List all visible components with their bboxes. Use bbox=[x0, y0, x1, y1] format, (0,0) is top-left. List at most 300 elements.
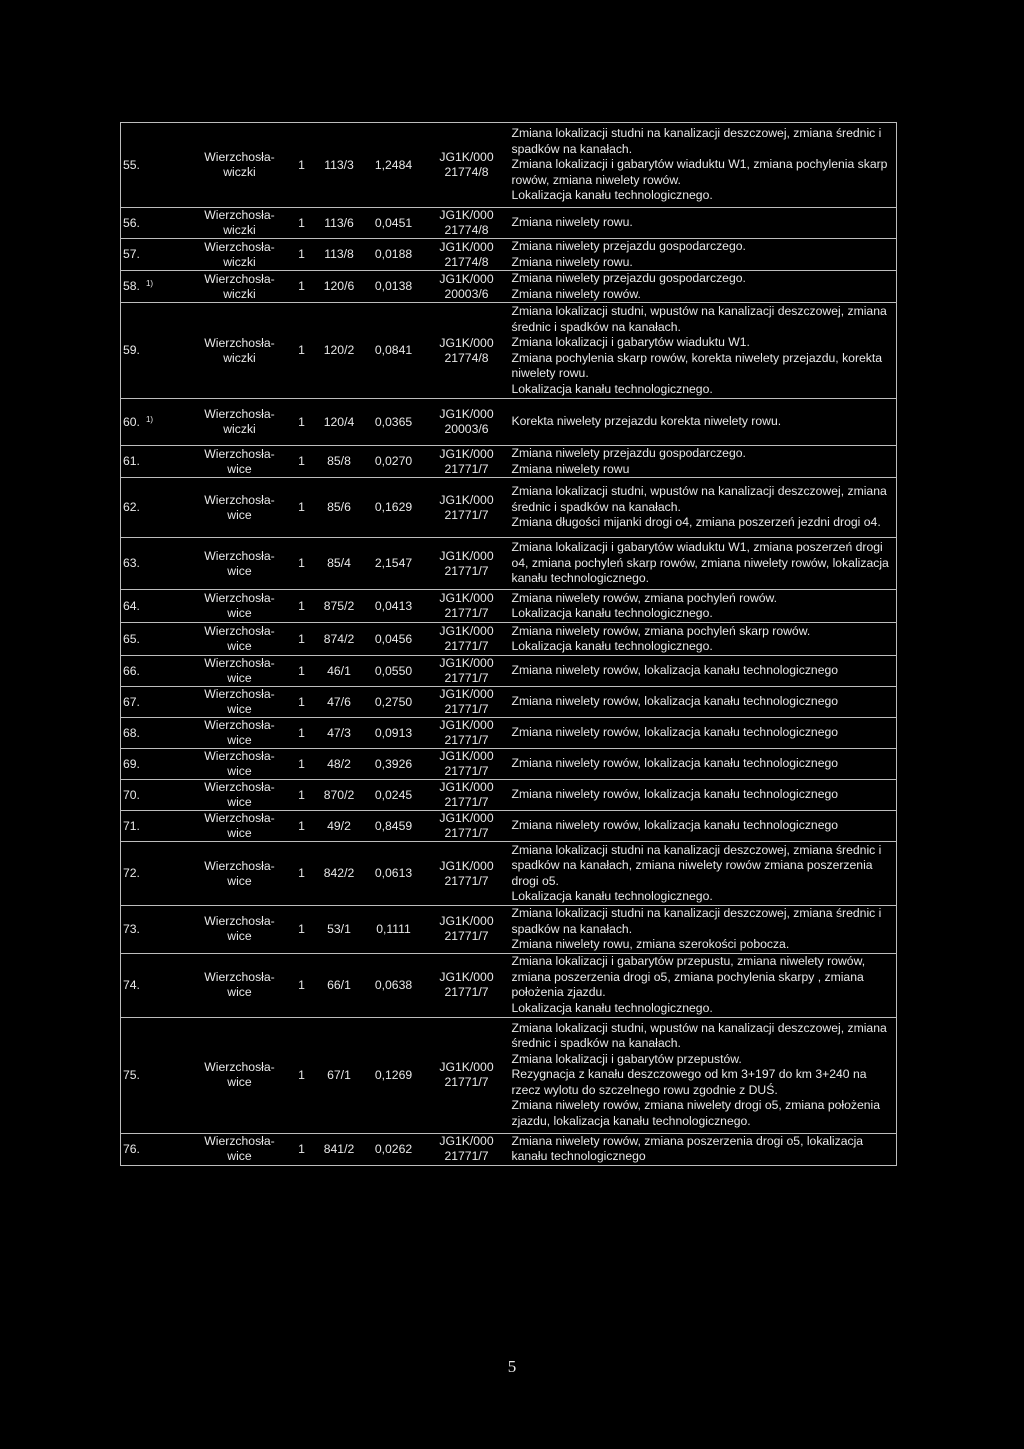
land-register-number bbox=[424, 842, 510, 906]
land-register-number-text: JG1K/000 21771/7 bbox=[439, 624, 494, 653]
map-sheet-text: 1 bbox=[298, 343, 305, 357]
land-register-number bbox=[424, 399, 510, 446]
table-row bbox=[121, 399, 897, 446]
change-description-text: Zmiana lokalizacji i gabarytów wiaduktu W1, zmiana poszerzeń drogi o4, zmiana pochyleń skarp rowów, zmiana niwelety rowów, lokalizacja kanału technologicznego. bbox=[511, 540, 889, 586]
parcel-area bbox=[364, 1017, 424, 1133]
change-description-text: Zmiana niwelety rowów, lokalizacja kanału technologicznego bbox=[511, 756, 839, 771]
cadastral-district-text: Wierzchosła- wice bbox=[204, 624, 275, 653]
map-sheet bbox=[289, 590, 315, 623]
land-register-number-text: JG1K/000 21774/8 bbox=[439, 335, 494, 365]
land-register-number-text: JG1K/000 21771/7 bbox=[439, 749, 494, 778]
change-description-text: Zmiana niwelety rowów, lokalizacja kanału technologicznego bbox=[511, 663, 839, 678]
row-number-text: 58. bbox=[123, 279, 140, 293]
map-sheet bbox=[289, 780, 315, 811]
change-description-text: Zmiana niwelety rowów, lokalizacja kanału technologicznego bbox=[511, 725, 839, 740]
row-number bbox=[121, 656, 191, 687]
parcel-area bbox=[364, 718, 424, 749]
parcel-area-text: 0,0913 bbox=[374, 725, 413, 740]
change-description-text: Zmiana lokalizacji studni, wpustów na kanalizacji deszczowej, zmiana średnic i spadków na kanałach. Zmiana lokalizacji i gabarytów przepustów. Rezygnacja z kanału deszczowego od km 3+197 do km 3+240 na rzecz wylotu do szczelnego rowu zgodnie z DUŚ. Zmiana niwelety rowów, zmiana niwelety drogi o5, zmiana położenia zjazdu, lokalizacja kanału technologicznego. bbox=[511, 1020, 887, 1128]
row-number bbox=[121, 953, 191, 1017]
change-description bbox=[510, 239, 897, 271]
cadastral-district-text: Wierzchosła- wice bbox=[204, 687, 275, 716]
cadastral-district-text: Wierzchosła- wice bbox=[204, 492, 275, 522]
land-register-number bbox=[424, 906, 510, 954]
land-register-number-text: JG1K/000 21771/7 bbox=[439, 718, 494, 747]
land-register-number-text: JG1K/000 21771/7 bbox=[439, 970, 494, 999]
parcel-number-text: 46/1 bbox=[327, 663, 351, 678]
cadastral-district bbox=[191, 399, 289, 446]
land-register-number-text: JG1K/000 20003/6 bbox=[439, 407, 494, 436]
map-sheet bbox=[289, 538, 315, 590]
cadastral-district bbox=[191, 239, 289, 271]
land-register-number bbox=[424, 718, 510, 749]
row-number bbox=[121, 399, 191, 446]
map-sheet-text: 1 bbox=[298, 1141, 305, 1156]
row-number bbox=[121, 718, 191, 749]
land-register-number-text: JG1K/000 21774/8 bbox=[439, 150, 494, 179]
land-register-number-text: JG1K/000 21771/7 bbox=[439, 1134, 494, 1163]
parcel-number-text: 120/6 bbox=[323, 279, 355, 293]
map-sheet-text: 1 bbox=[298, 247, 305, 261]
land-register-number bbox=[424, 303, 510, 399]
parcel-number bbox=[315, 271, 364, 303]
parcel-number bbox=[315, 780, 364, 811]
land-register-number-text: JG1K/000 21771/7 bbox=[439, 548, 494, 578]
map-sheet bbox=[289, 749, 315, 780]
cadastral-district bbox=[191, 478, 289, 538]
land-register-number-text: JG1K/000 21771/7 bbox=[439, 492, 494, 522]
parcel-area bbox=[364, 271, 424, 303]
parcel-number bbox=[315, 208, 364, 239]
land-register-number-text: JG1K/000 21771/7 bbox=[439, 811, 494, 840]
cadastral-district-text: Wierzchosła- wice bbox=[204, 914, 275, 944]
change-description bbox=[510, 538, 897, 590]
cadastral-district bbox=[191, 718, 289, 749]
cadastral-district bbox=[191, 687, 289, 718]
change-description bbox=[510, 623, 897, 656]
parcel-area bbox=[364, 1133, 424, 1165]
cadastral-district bbox=[191, 749, 289, 780]
row-number bbox=[121, 478, 191, 538]
change-description-text: Zmiana lokalizacji studni na kanalizacji deszczowej, zmiana średnic i spadków na kanałach. Zmiana niwelety rowu, zmiana szerokości pobocza. bbox=[511, 906, 882, 951]
table-row bbox=[121, 953, 897, 1017]
change-description bbox=[510, 303, 897, 399]
parcel-area bbox=[364, 811, 424, 842]
parcel-area bbox=[364, 303, 424, 399]
map-sheet bbox=[289, 271, 315, 303]
cadastral-district bbox=[191, 842, 289, 906]
cadastral-district-text: Wierzchosła- wice bbox=[204, 1134, 275, 1163]
footnote-mark: 1) bbox=[145, 414, 154, 424]
parcel-number bbox=[315, 656, 364, 687]
change-description bbox=[510, 1017, 897, 1133]
parcel-number bbox=[315, 590, 364, 623]
change-description-text: Zmiana niwelety rowów, zmiana poszerzenia drogi o5, lokalizacja kanału technologicznego bbox=[511, 1133, 864, 1163]
cadastral-district bbox=[191, 656, 289, 687]
change-description bbox=[510, 1133, 897, 1165]
land-register-number-text: JG1K/000 21771/7 bbox=[439, 858, 494, 888]
row-number-text: 56. bbox=[123, 215, 140, 230]
parcel-number-text: 842/2 bbox=[323, 866, 355, 880]
parcel-number bbox=[315, 906, 364, 954]
cadastral-district bbox=[191, 538, 289, 590]
cadastral-district bbox=[191, 1133, 289, 1165]
parcel-number-text: 47/6 bbox=[327, 694, 351, 709]
change-description bbox=[510, 906, 897, 954]
parcel-area-text: 0,0613 bbox=[374, 866, 413, 880]
cadastral-district bbox=[191, 303, 289, 399]
map-sheet bbox=[289, 906, 315, 954]
row-number bbox=[121, 271, 191, 303]
change-description-text: Zmiana niwelety przejazdu gospodarczego. Zmiana niwelety rowu bbox=[511, 446, 746, 476]
row-number bbox=[121, 538, 191, 590]
row-number bbox=[121, 1133, 191, 1165]
change-description-text: Zmiana lokalizacji i gabarytów przepustu, zmiana niwelety rowów, zmiana poszerzenia drogi o5, zmiana pochylenia skarpy , zmiana położenia zjazdu. Lokalizacja kanału technologicznego. bbox=[511, 954, 866, 1015]
map-sheet bbox=[289, 478, 315, 538]
table-row bbox=[121, 271, 897, 303]
parcel-number bbox=[315, 123, 364, 208]
map-sheet-text: 1 bbox=[298, 215, 305, 230]
table-row bbox=[121, 906, 897, 954]
row-number-text: 64. bbox=[123, 598, 140, 613]
change-description-text: Zmiana niwelety rowu. bbox=[511, 215, 633, 230]
map-sheet bbox=[289, 687, 315, 718]
row-number-text: 67. bbox=[123, 694, 140, 709]
land-register-number bbox=[424, 123, 510, 208]
parcel-area-text: 2,1547 bbox=[374, 556, 413, 570]
cadastral-district bbox=[191, 953, 289, 1017]
table-row bbox=[121, 718, 897, 749]
parcel-number-text: 66/1 bbox=[327, 977, 351, 992]
map-sheet bbox=[289, 399, 315, 446]
row-number bbox=[121, 780, 191, 811]
row-number-text: 68. bbox=[123, 725, 140, 740]
map-sheet bbox=[289, 239, 315, 271]
change-description-text: Zmiana lokalizacji studni, wpustów na kanalizacji deszczowej, zmiana średnic i spadków na kanałach. Zmiana lokalizacji i gabarytów wiaduktu W1. Zmiana pochylenia skarp rowów, korekta niwelety przejazdu, korekta niwelety rowu. Lokalizacja kanału technologicznego. bbox=[511, 304, 887, 396]
cadastral-district bbox=[191, 446, 289, 478]
land-register-number-text: JG1K/000 21771/7 bbox=[439, 446, 494, 476]
parcel-area-text: 0,8459 bbox=[374, 818, 413, 833]
parcel-number bbox=[315, 842, 364, 906]
parcel-area bbox=[364, 478, 424, 538]
map-sheet bbox=[289, 842, 315, 906]
parcel-area bbox=[364, 687, 424, 718]
table-row bbox=[121, 1133, 897, 1165]
table-row bbox=[121, 749, 897, 780]
parcel-area bbox=[364, 906, 424, 954]
row-number-text: 69. bbox=[123, 756, 140, 771]
parcel-area-text: 0,0456 bbox=[374, 631, 413, 646]
cadastral-district-text: Wierzchosła- wice bbox=[204, 591, 275, 620]
cadastral-district bbox=[191, 1017, 289, 1133]
parcel-area-text: 0,0550 bbox=[374, 663, 413, 678]
change-description bbox=[510, 590, 897, 623]
land-register-number bbox=[424, 656, 510, 687]
row-number bbox=[121, 842, 191, 906]
map-sheet bbox=[289, 1017, 315, 1133]
parcel-number-text: 47/3 bbox=[327, 725, 351, 740]
parcel-area bbox=[364, 590, 424, 623]
cadastral-district-text: Wierzchosła- wice bbox=[204, 858, 275, 888]
parcel-number bbox=[315, 953, 364, 1017]
parcel-number bbox=[315, 811, 364, 842]
cadastral-district bbox=[191, 780, 289, 811]
parcel-area bbox=[364, 656, 424, 687]
row-number bbox=[121, 749, 191, 780]
parcel-area-text: 0,0841 bbox=[374, 343, 413, 357]
parcel-number-text: 875/2 bbox=[323, 598, 355, 613]
land-register-number bbox=[424, 1133, 510, 1165]
parcel-area bbox=[364, 399, 424, 446]
parcel-number bbox=[315, 538, 364, 590]
parcel-number-text: 49/2 bbox=[327, 818, 351, 833]
parcel-number-text: 120/2 bbox=[323, 343, 355, 357]
map-sheet-text: 1 bbox=[298, 787, 305, 802]
row-number bbox=[121, 1017, 191, 1133]
map-sheet-text: 1 bbox=[298, 694, 305, 709]
change-description bbox=[510, 811, 897, 842]
parcel-number-text: 113/6 bbox=[324, 215, 354, 230]
map-sheet-text: 1 bbox=[298, 921, 305, 936]
cadastral-district-text: Wierzchosła- wice bbox=[204, 811, 275, 840]
parcel-number bbox=[315, 1133, 364, 1165]
cadastral-district-text: Wierzchosła- wiczki bbox=[204, 407, 275, 436]
parcel-number-text: 53/1 bbox=[327, 921, 351, 936]
table-row bbox=[121, 538, 897, 590]
row-number bbox=[121, 123, 191, 208]
cadastral-district-text: Wierzchosła- wice bbox=[204, 656, 275, 685]
table-row bbox=[121, 811, 897, 842]
cadastral-district-text: Wierzchosła- wiczki bbox=[204, 335, 275, 365]
parcel-number-text: 85/8 bbox=[327, 454, 351, 468]
map-sheet-text: 1 bbox=[298, 556, 305, 570]
parcel-area bbox=[364, 623, 424, 656]
parcel-area-text: 0,0365 bbox=[374, 414, 413, 429]
parcel-area bbox=[364, 239, 424, 271]
land-register-number-text: JG1K/000 21771/7 bbox=[439, 591, 494, 620]
map-sheet-text: 1 bbox=[298, 631, 305, 646]
map-sheet-text: 1 bbox=[298, 818, 305, 833]
parcel-number bbox=[315, 478, 364, 538]
row-number bbox=[121, 687, 191, 718]
map-sheet-text: 1 bbox=[298, 756, 305, 771]
parcel-area-text: 0,0188 bbox=[374, 247, 413, 261]
row-number bbox=[121, 811, 191, 842]
row-number bbox=[121, 208, 191, 239]
cadastral-district-text: Wierzchosła- wice bbox=[204, 780, 275, 809]
map-sheet bbox=[289, 208, 315, 239]
table-row bbox=[121, 590, 897, 623]
table-row bbox=[121, 303, 897, 399]
parcel-number-text: 85/4 bbox=[327, 556, 351, 570]
map-sheet-text: 1 bbox=[298, 598, 305, 613]
change-description-text: Zmiana niwelety przejazdu gospodarczego. Zmiana niwelety rowu. bbox=[511, 239, 746, 269]
cadastral-district-text: Wierzchosła- wice bbox=[204, 970, 275, 999]
cadastral-district bbox=[191, 623, 289, 656]
parcel-number bbox=[315, 303, 364, 399]
parcel-number-text: 67/1 bbox=[327, 1067, 351, 1082]
table-row bbox=[121, 208, 897, 239]
row-number-text: 66. bbox=[123, 663, 140, 678]
change-description-text: Zmiana lokalizacji studni, wpustów na kanalizacji deszczowej, zmiana średnic i spadków na kanałach. Zmiana długości mijanki drogi o4, zmiana poszerzeń jezdni drogi o4. bbox=[511, 484, 887, 530]
cadastral-district bbox=[191, 811, 289, 842]
parcel-number-text: 85/6 bbox=[327, 500, 351, 514]
parcel-number bbox=[315, 718, 364, 749]
row-number-text: 76. bbox=[123, 1141, 140, 1156]
row-number-text: 57. bbox=[123, 247, 140, 261]
row-number bbox=[121, 446, 191, 478]
cadastral-district-text: Wierzchosła- wice bbox=[204, 446, 275, 476]
cadastral-district bbox=[191, 123, 289, 208]
change-description-text: Zmiana niwelety rowów, zmiana pochyleń rowów. Lokalizacja kanału technologicznego. bbox=[511, 590, 778, 620]
change-description bbox=[510, 749, 897, 780]
table-row bbox=[121, 656, 897, 687]
row-number bbox=[121, 303, 191, 399]
land-register-number bbox=[424, 208, 510, 239]
parcel-area-text: 0,1629 bbox=[374, 500, 413, 514]
cadastral-district-text: Wierzchosła- wice bbox=[204, 749, 275, 778]
map-sheet-text: 1 bbox=[298, 977, 305, 992]
parcel-area-text: 0,1111 bbox=[376, 921, 411, 936]
parcel-area-text: 0,0413 bbox=[374, 598, 413, 613]
row-number-text: 75. bbox=[123, 1067, 140, 1082]
land-register-number bbox=[424, 780, 510, 811]
table-row bbox=[121, 239, 897, 271]
map-sheet-text: 1 bbox=[298, 500, 305, 514]
change-description bbox=[510, 953, 897, 1017]
parcel-area bbox=[364, 446, 424, 478]
cadastral-district-text: Wierzchosła- wiczki bbox=[204, 239, 275, 269]
land-register-number bbox=[424, 687, 510, 718]
map-sheet-text: 1 bbox=[298, 414, 305, 429]
map-sheet-text: 1 bbox=[298, 157, 305, 172]
parcel-number bbox=[315, 446, 364, 478]
parcel-number-text: 874/2 bbox=[323, 631, 355, 646]
parcel-number bbox=[315, 1017, 364, 1133]
parcel-number-text: 48/2 bbox=[327, 756, 351, 771]
change-description bbox=[510, 123, 897, 208]
map-sheet bbox=[289, 953, 315, 1017]
parcel-area-text: 0,0245 bbox=[374, 787, 413, 802]
change-description bbox=[510, 687, 897, 718]
parcel-number-text: 113/8 bbox=[324, 247, 354, 261]
cadastral-district bbox=[191, 590, 289, 623]
land-register-number bbox=[424, 749, 510, 780]
parcel-area-text: 0,0270 bbox=[374, 454, 413, 468]
parcel-area bbox=[364, 123, 424, 208]
row-number bbox=[121, 623, 191, 656]
parcel-number-text: 113/3 bbox=[324, 157, 354, 172]
land-register-number bbox=[424, 538, 510, 590]
footnote-mark: 1) bbox=[145, 279, 154, 288]
map-sheet-text: 1 bbox=[298, 454, 305, 468]
land-register-number-text: JG1K/000 20003/6 bbox=[439, 271, 494, 301]
parcel-area-text: 0,2750 bbox=[374, 694, 413, 709]
land-register-number bbox=[424, 478, 510, 538]
map-sheet bbox=[289, 1133, 315, 1165]
parcel-area-text: 0,0451 bbox=[374, 215, 413, 230]
land-register-number bbox=[424, 271, 510, 303]
change-description-text: Zmiana lokalizacji studni na kanalizacji deszczowej, zmiana średnic i spadków na kanałach. Zmiana lokalizacji i gabarytów wiaduktu W1, zmiana pochylenia skarp rowów, zmiana niwelety rowów. Lokalizacja kanału technologicznego. bbox=[511, 126, 888, 203]
map-sheet bbox=[289, 718, 315, 749]
parcel-area bbox=[364, 538, 424, 590]
parcel-number bbox=[315, 687, 364, 718]
row-number-text: 65. bbox=[123, 631, 140, 646]
cadastral-district bbox=[191, 271, 289, 303]
parcel-area-text: 0,0262 bbox=[374, 1141, 413, 1156]
cadastral-district bbox=[191, 208, 289, 239]
row-number-text: 59. bbox=[123, 343, 140, 357]
land-register-number-text: JG1K/000 21771/7 bbox=[439, 914, 494, 944]
land-register-number bbox=[424, 811, 510, 842]
land-register-number-text: JG1K/000 21771/7 bbox=[439, 687, 494, 716]
parcel-area bbox=[364, 842, 424, 906]
cadastral-district-text: Wierzchosła- wiczki bbox=[204, 208, 275, 237]
change-description bbox=[510, 446, 897, 478]
row-number-text: 70. bbox=[123, 787, 140, 802]
map-sheet-text: 1 bbox=[298, 279, 305, 293]
table-body bbox=[121, 123, 897, 1166]
land-register-number-text: JG1K/000 21771/7 bbox=[439, 780, 494, 809]
cadastral-district-text: Wierzchosła- wice bbox=[204, 1060, 275, 1089]
parcel-area bbox=[364, 780, 424, 811]
table-row bbox=[121, 446, 897, 478]
page-number: 5 bbox=[507, 1357, 517, 1376]
parcel-table bbox=[120, 122, 897, 1166]
map-sheet-text: 1 bbox=[298, 725, 305, 740]
parcel-area bbox=[364, 208, 424, 239]
change-description-text: Zmiana niwelety rowów, zmiana pochyleń skarp rowów. Lokalizacja kanału technologicznego. bbox=[511, 623, 811, 653]
cadastral-district-text: Wierzchosła- wiczki bbox=[204, 271, 275, 301]
change-description-text: Zmiana niwelety rowów, lokalizacja kanału technologicznego bbox=[511, 818, 839, 833]
row-number-text: 73. bbox=[123, 921, 140, 936]
change-description-text: Zmiana niwelety przejazdu gospodarczego. Zmiana niwelety rowów. bbox=[511, 271, 746, 301]
change-description bbox=[510, 399, 897, 446]
row-number bbox=[121, 239, 191, 271]
map-sheet-text: 1 bbox=[298, 663, 305, 678]
table-row bbox=[121, 780, 897, 811]
map-sheet bbox=[289, 811, 315, 842]
land-register-number bbox=[424, 623, 510, 656]
land-register-number bbox=[424, 446, 510, 478]
row-number bbox=[121, 906, 191, 954]
parcel-area-text: 1,2484 bbox=[374, 157, 413, 172]
change-description bbox=[510, 271, 897, 303]
row-number-text: 60. bbox=[123, 414, 140, 429]
parcel-area-text: 0,1269 bbox=[374, 1067, 413, 1082]
parcel-area-text: 0,0638 bbox=[374, 977, 413, 992]
parcel-number-text: 870/2 bbox=[323, 787, 355, 802]
change-description-text: Zmiana lokalizacji studni na kanalizacji deszczowej, zmiana średnic i spadków na kanałach, zmiana niwelety rowów zmiana poszerzenia drogi o5. Lokalizacja kanału technologicznego. bbox=[511, 842, 882, 903]
table-row bbox=[121, 623, 897, 656]
table-row bbox=[121, 478, 897, 538]
parcel-number bbox=[315, 399, 364, 446]
row-number bbox=[121, 590, 191, 623]
parcel-area bbox=[364, 953, 424, 1017]
map-sheet bbox=[289, 623, 315, 656]
land-register-number bbox=[424, 239, 510, 271]
change-description-text: Zmiana niwelety rowów, lokalizacja kanału technologicznego bbox=[511, 787, 839, 802]
table-row bbox=[121, 842, 897, 906]
change-description bbox=[510, 478, 897, 538]
map-sheet bbox=[289, 303, 315, 399]
change-description bbox=[510, 780, 897, 811]
table-row bbox=[121, 1017, 897, 1133]
change-description bbox=[510, 208, 897, 239]
land-register-number-text: JG1K/000 21771/7 bbox=[439, 656, 494, 685]
table-row bbox=[121, 123, 897, 208]
parcel-number-text: 841/2 bbox=[323, 1141, 355, 1156]
